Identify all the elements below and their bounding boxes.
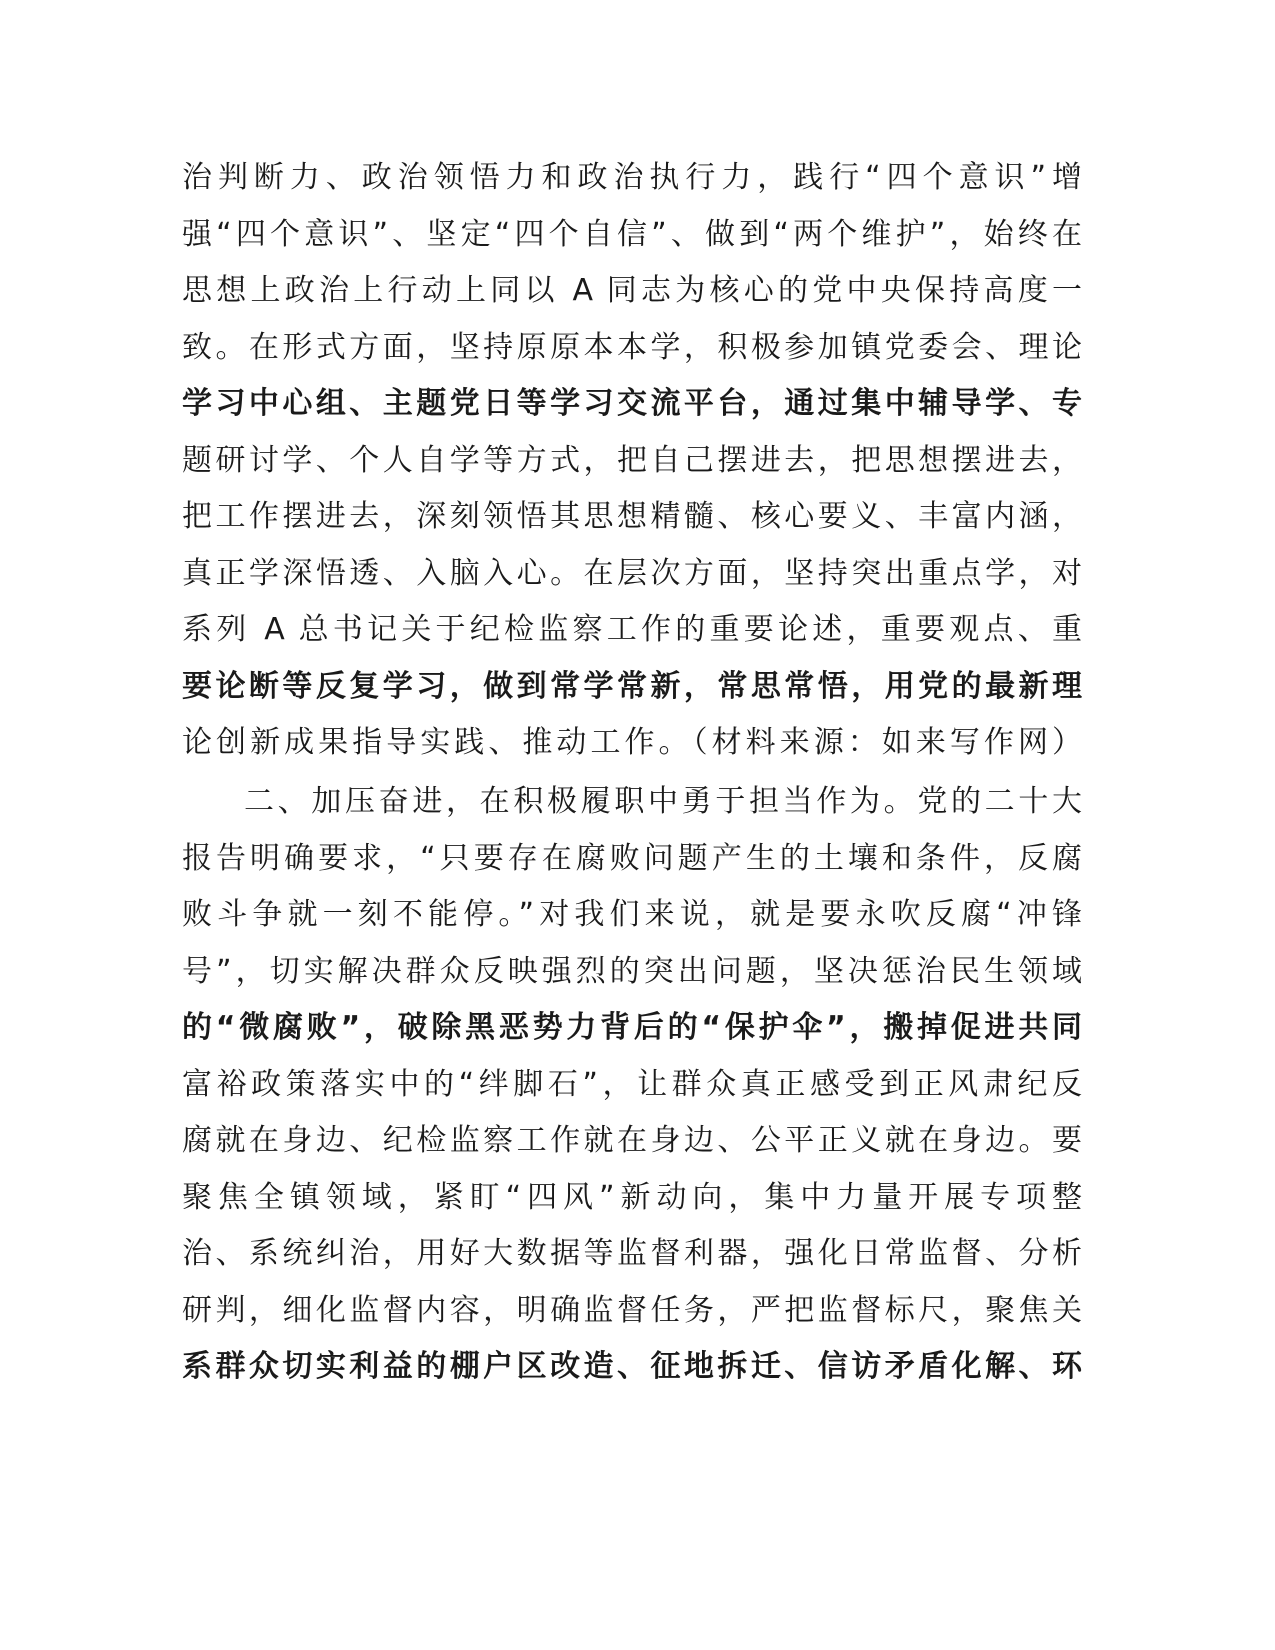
- text-line: 报告明确要求，“只要存在腐败问题产生的土壤和条件，反腐: [182, 840, 1082, 876]
- paragraph-study-theory: [182, 150, 1082, 772]
- text-line: 系群众切实利益的棚户区改造、征地拆迁、信访矛盾化解、环: [182, 1349, 1082, 1384]
- text-line: 致。在形式方面，坚持原原本本学，积极参加镇党委会、理论: [182, 329, 1082, 365]
- text-line: 富裕政策落实中的“绊脚石”，让群众真正感受到正风肃纪反: [182, 1066, 1082, 1102]
- text-line: 真正学深悟透、入脑入心。在层次方面，坚持突出重点学，对: [182, 555, 1082, 591]
- text-line: 论创新成果指导实践、推动工作。（材料来源：如来写作网）: [182, 725, 1082, 760]
- text-line: 把工作摆进去，深刻领悟其思想精髓、核心要义、丰富内涵，: [182, 499, 1082, 534]
- text-line: 败斗争就一刻不能停。”对我们来说，就是要永吹反腐“冲锋: [182, 897, 1082, 932]
- text-line: 学习中心组、主题党日等学习交流平台，通过集中辅导学、专: [182, 386, 1082, 421]
- paragraph-section-two: [182, 774, 1082, 1396]
- text-line: 要论断等反复学习，做到常学常新，常思常悟，用党的最新理: [182, 668, 1082, 704]
- text-line: 号”，切实解决群众反映强烈的突出问题，坚决惩治民生领域: [182, 953, 1082, 989]
- section-heading-line: 二、加压奋进，在积极履职中勇于担当作为。党的二十大: [244, 784, 1082, 819]
- text-line: 系列 A 总书记关于纪检监察工作的重要论述，重要观点、重: [182, 612, 1082, 647]
- text-line: 题研讨学、个人自学等方式，把自己摆进去，把思想摆进去，: [182, 442, 1082, 478]
- text-line: 强“四个意识”、坚定“四个自信”、做到“两个维护”，始终在: [182, 216, 1082, 252]
- text-line: 治、系统纠治，用好大数据等监督利器，强化日常监督、分析: [182, 1236, 1082, 1271]
- text-line: 研判，细化监督内容，明确监督任务，严把监督标尺，聚焦关: [182, 1292, 1082, 1328]
- text-line: 聚焦全镇领域，紧盯“四风”新动向，集中力量开展专项整: [182, 1179, 1082, 1215]
- text-line: 思想上政治上行动上同以 A 同志为核心的党中央保持高度一: [182, 273, 1082, 308]
- text-line: 治判断力、政治领悟力和政治执行力，践行“四个意识”增: [182, 160, 1082, 195]
- text-line: 的“微腐败”，破除黑恶势力背后的“保护伞”，搬掉促进共同: [182, 1010, 1082, 1045]
- text-line: 腐就在身边、纪检监察工作就在身边、公平正义就在身边。要: [182, 1123, 1082, 1158]
